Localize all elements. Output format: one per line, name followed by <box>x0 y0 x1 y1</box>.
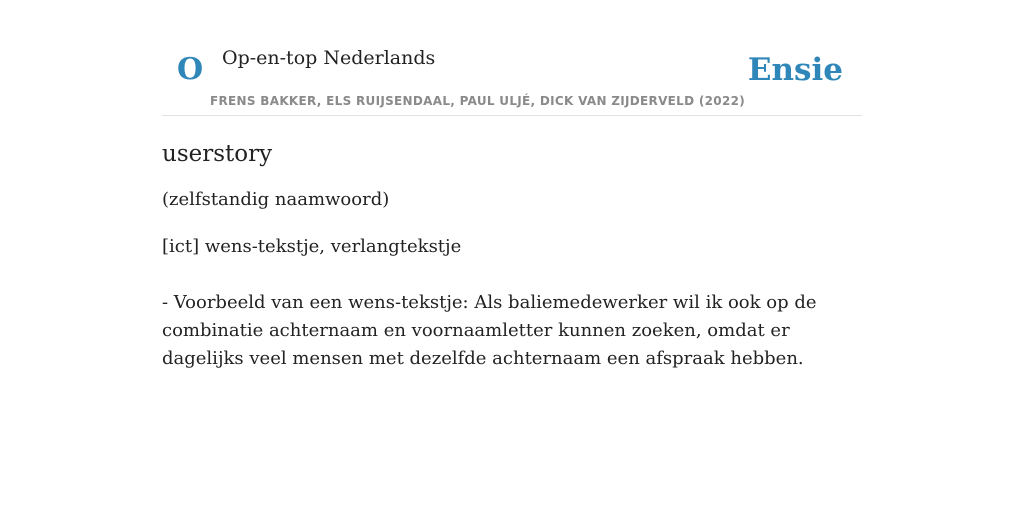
part-of-speech: (zelfstandig naamwoord) <box>162 189 390 210</box>
book-logo-icon[interactable]: O <box>177 52 204 87</box>
headword: userstory <box>162 141 273 167</box>
ensie-logo[interactable]: Ensie <box>747 52 843 88</box>
entry-content <box>162 136 862 373</box>
book-title[interactable]: Op-en-top Nederlands <box>222 47 436 69</box>
definition: [ict] wens-tekstje, verlangtekstje <box>162 236 462 257</box>
source-header <box>162 30 862 116</box>
book-authors: FRENS BAKKER, ELS RUIJSENDAAL, PAUL ULJÉ, DICK VAN ZIJDERVELD (2022) <box>210 94 746 108</box>
example-text: - Voorbeeld van een wens-tekstje: Als baliemedewerker wil ik ook op de combinatie achternaam en voornaamletter kunnen zoeken, omdat er dagelijks veel mensen met dezelfde achternaam een afspraak hebben. <box>162 292 817 369</box>
